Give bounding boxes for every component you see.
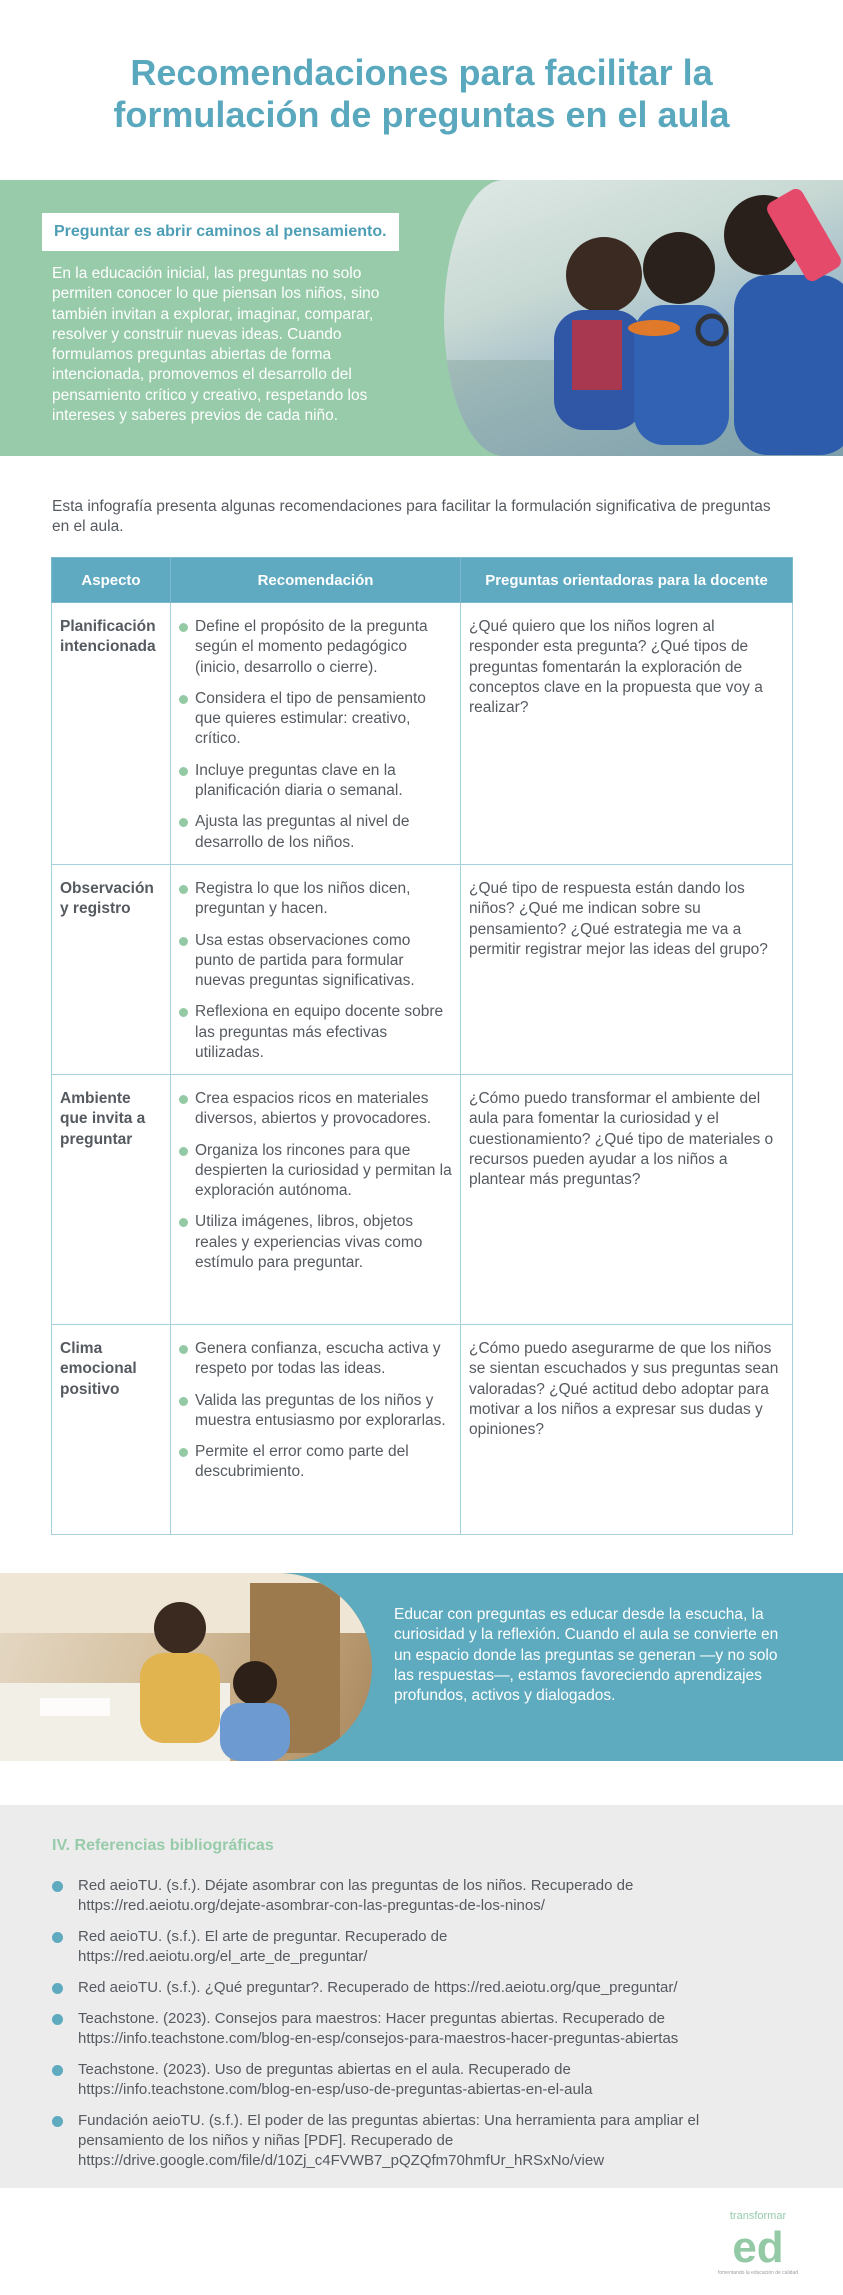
questions-cell: ¿Qué quiero que los niños logren al responder esta pregunta? ¿Qué tipos de preguntas fomentarán la exploración de conceptos clave en la propuesta que voy a realizar? [461, 603, 793, 865]
teacher-child-photo [0, 1573, 372, 1761]
page-title: Recomendaciones para facilitar la formulación de preguntas en el aula [113, 52, 730, 135]
references-list [52, 1876, 792, 2182]
aspect-cell: Ambiente que invita a preguntar [52, 1075, 171, 1325]
list-item: Considera el tipo de pensamiento que quieres estimular: creativo, crítico. [179, 689, 452, 750]
reference-item: Teachstone. (2023). Uso de preguntas abiertas en el aula. Recuperado de https://info.teachstone.com/blog-en-esp/uso-de-preguntas-abiertas-en-el-aula [52, 2060, 792, 2100]
references-title: IV. Referencias bibliográficas [52, 1837, 274, 1854]
list-item: Organiza los rincones para que despierten la curiosidad y permitan la exploración autónoma. [179, 1141, 452, 1202]
aspect-cell: Planificación intencionada [52, 603, 171, 865]
recommendation-cell [171, 603, 461, 865]
transformar-ed-logo [713, 2207, 803, 2277]
list-item: Ajusta las preguntas al nivel de desarrollo de los niños. [179, 812, 452, 853]
reference-item: Teachstone. (2023). Consejos para maestros: Hacer preguntas abiertas. Recuperado de https://info.teachstone.com/blog-en-esp/consejos-para-maestros-hacer-preguntas-abiertas [52, 2009, 792, 2049]
reference-link[interactable]: https://drive.google.com/file/d/10Zj_c4FVWB7_pQZQfm70hmfUr_hRSxNo/view [78, 2152, 605, 2169]
aspect-cell: Clima emocional positivo [52, 1325, 171, 1535]
svg-text:ed: ed [732, 2223, 784, 2272]
questions-cell: ¿Cómo puedo transformar el ambiente del aula para fomentar la curiosidad y el cuestionamiento? ¿Qué tipo de materiales o recursos pueden ayudar a los niños a plantear más preguntas? [461, 1075, 793, 1325]
svg-text:transformar: transformar [729, 2210, 787, 2222]
reference-item: Fundación aeioTU. (s.f.). El poder de las preguntas abiertas: Una herramienta para ampliar el pensamiento de los niños y niñas [PDF]. Recuperado de https://drive.google.com/file/d/10Zj_c4FVWB7_pQZQfm70hmfUr_hRSxNo/view [52, 2111, 792, 2171]
teacher-child-illustration [0, 1573, 372, 1761]
list-item: Permite el error como parte del descubrimiento. [179, 1442, 452, 1483]
closing-text: Educar con preguntas es educar desde la escucha, la curiosidad y la reflexión. Cuando el aula se convierte en un espacio donde las preguntas se generan —y no solo las respuestas—, estamos favoreciendo aprendizajes profundos, activos y dialogados. [394, 1606, 779, 1705]
table-row [52, 865, 793, 1075]
questions-cell: ¿Qué tipo de respuesta están dando los niños? ¿Qué me indican sobre su pensamiento? ¿Qué estrategia me va a permitir registrar mejor las ideas del grupo? [461, 865, 793, 1075]
list-item: Usa estas observaciones como punto de partida para formular nuevas preguntas significativas. [179, 931, 452, 992]
reference-link[interactable]: https://info.teachstone.com/blog-en-esp/uso-de-preguntas-abiertas-en-el-aula [78, 2081, 593, 2098]
table-row [52, 603, 793, 865]
reference-link[interactable]: https://info.teachstone.com/blog-en-esp/consejos-para-maestros-hacer-preguntas-abiertas [78, 2030, 679, 2047]
list-item: Registra lo que los niños dicen, preguntan y hacen. [179, 879, 452, 920]
list-item: Genera confianza, escucha activa y respeto por todas las ideas. [179, 1339, 452, 1380]
reference-item: Red aeioTU. (s.f.). ¿Qué preguntar?. Recuperado de https://red.aeiotu.org/que_preguntar/ [52, 1978, 792, 1998]
recommendation-cell [171, 1075, 461, 1325]
table-header-row [52, 558, 793, 603]
table-row [52, 1325, 793, 1535]
header-guiding-questions: Preguntas orientadoras para la docente [461, 558, 793, 603]
closing-banner [0, 1573, 843, 1761]
list-item: Valida las preguntas de los niños y muestra entusiasmo por explorarlas. [179, 1391, 452, 1432]
reference-item: Red aeioTU. (s.f.). Déjate asombrar con las preguntas de los niños. Recuperado de https://red.aeiotu.org/dejate-asombrar-con-las-preguntas-de-los-ninos/ [52, 1876, 792, 1916]
reference-link[interactable]: https://red.aeiotu.org/dejate-asombrar-con-las-preguntas-de-los-ninos/ [78, 1897, 545, 1914]
list-item: Reflexiona en equipo docente sobre las preguntas más efectivas utilizadas. [179, 1002, 452, 1063]
hero-text: En la educación inicial, las preguntas no solo permiten conocer lo que piensan los niños, sino también invitan a explorar, imaginar, comparar, resolver y construir nuevas ideas. Cuando formulamos preguntas abiertas de forma intencionada, promovemos el desarrollo del pensamiento crítico y creativo, respetando los intereses y saberes previos de cada niño. [52, 265, 380, 425]
recommendations-table [51, 557, 793, 1535]
hero-tagline: Preguntar es abrir caminos al pensamiento. [42, 213, 399, 251]
recommendation-cell [171, 865, 461, 1075]
references-section [0, 1805, 843, 2188]
table-row [52, 1075, 793, 1325]
header-recommendation: Recomendación [171, 558, 461, 603]
header-aspect: Aspecto [52, 558, 171, 603]
aspect-cell: Observación y registro [52, 865, 171, 1075]
questions-cell: ¿Cómo puedo asegurarme de que los niños se sientan escuchados y sus preguntas sean valoradas? ¿Qué actitud debo adoptar para motivar a los niños a expresar sus dudas y opiniones? [461, 1325, 793, 1535]
reference-item: Red aeioTU. (s.f.). El arte de preguntar. Recuperado de https://red.aeiotu.org/el_arte_de_preguntar/ [52, 1927, 792, 1967]
list-item: Utiliza imágenes, libros, objetos reales y experiencias vivas como estímulo para preguntar. [179, 1212, 452, 1273]
svg-text:fomentando la educación de cal: fomentando la educación de calidad [717, 2270, 799, 2276]
children-magnifier-photo [444, 180, 843, 456]
list-item: Incluye preguntas clave en la planificación diaria o semanal. [179, 761, 452, 802]
children-photo-illustration [444, 180, 843, 456]
hero-banner [0, 180, 843, 456]
list-item: Define el propósito de la pregunta según el momento pedagógico (inicio, desarrollo o cierre). [179, 617, 452, 678]
recommendation-cell [171, 1325, 461, 1535]
reference-link[interactable]: https://red.aeiotu.org/el_arte_de_preguntar/ [78, 1948, 368, 1965]
intro-text: Esta infografía presenta algunas recomendaciones para facilitar la formulación significativa de preguntas en el aula. [52, 498, 771, 535]
list-item: Crea espacios ricos en materiales diversos, abiertos y provocadores. [179, 1089, 452, 1130]
